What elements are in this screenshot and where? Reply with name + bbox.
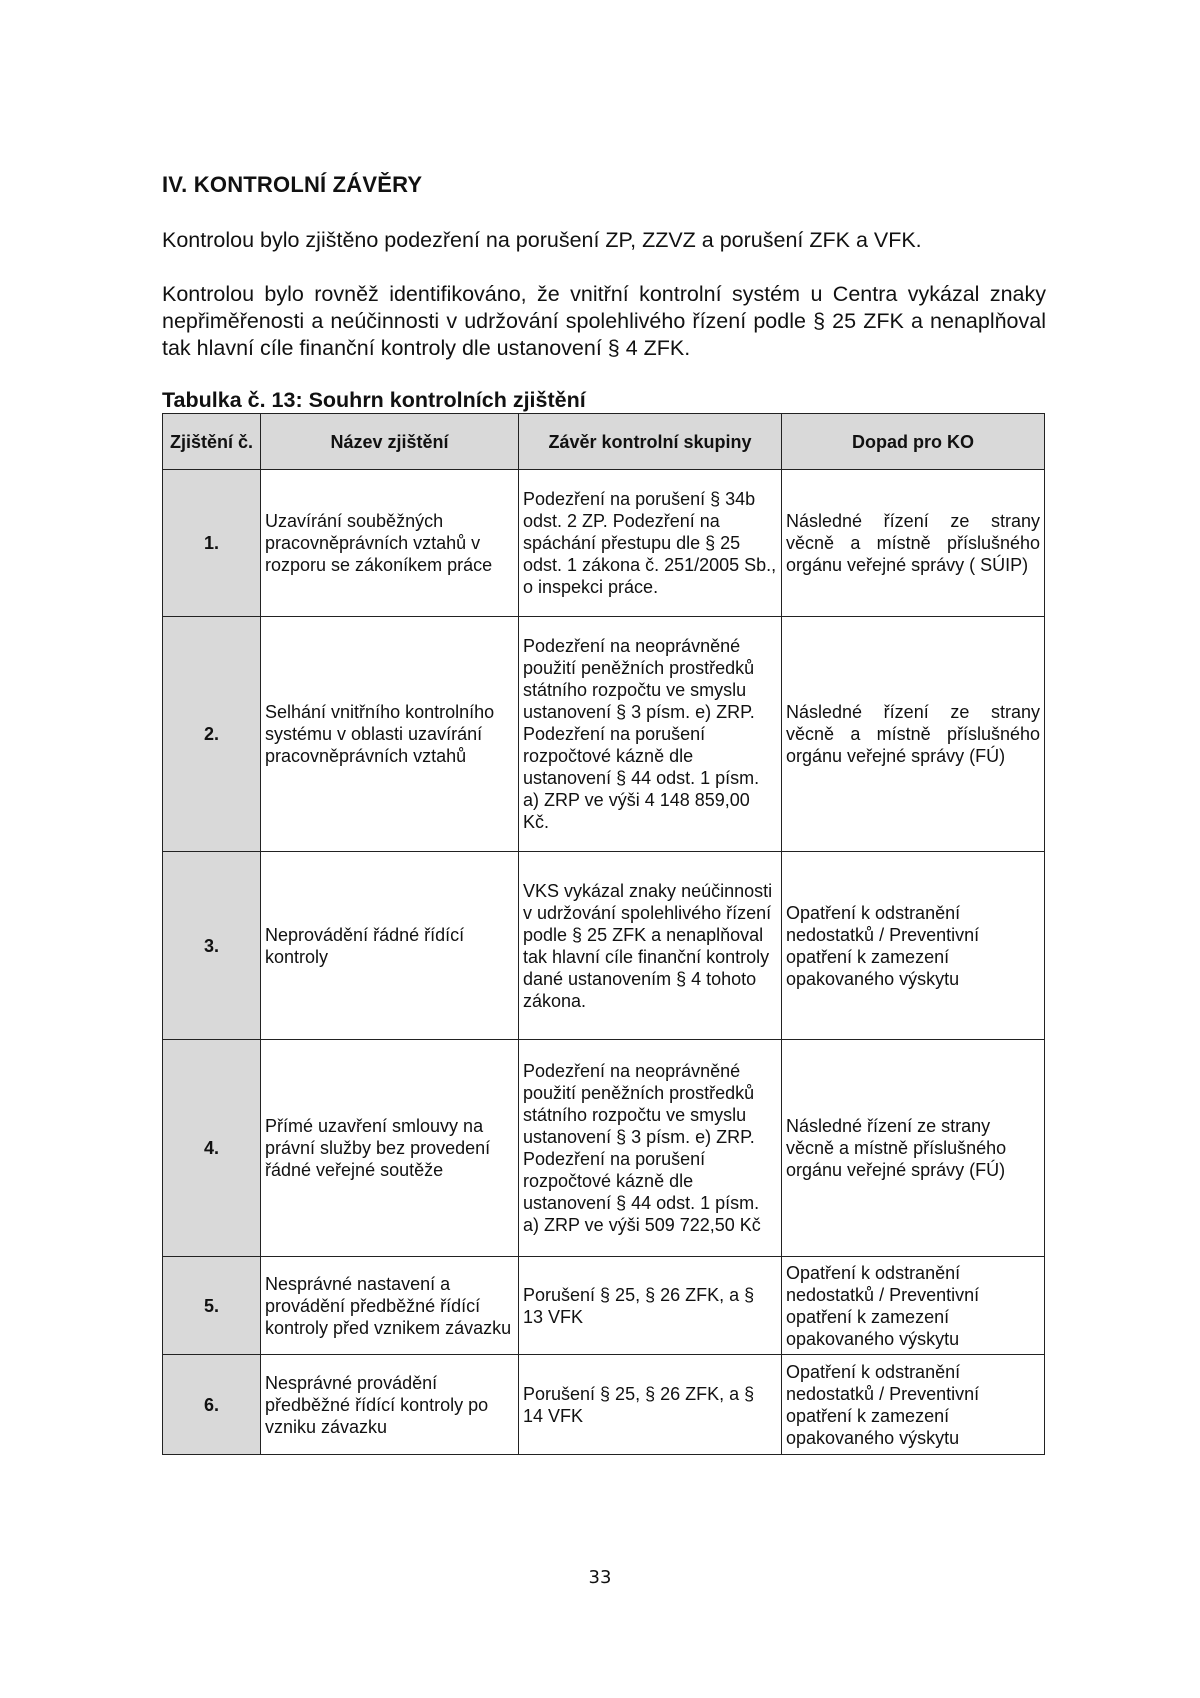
finding-name: Uzavírání souběžných pracovněprávních vztahů v rozporu se zákoníkem práce xyxy=(261,470,519,617)
table-caption: Tabulka č. 13: Souhrn kontrolních zjištění xyxy=(162,388,586,412)
header-finding-number: Zjištění č. xyxy=(163,414,261,470)
header-impact: Dopad pro KO xyxy=(782,414,1045,470)
findings-table xyxy=(162,413,1045,1455)
paragraph-2: Kontrolou bylo rovněž identifikováno, že vnitřní kontrolní systém u Centra vykázal znaky nepřiměřenosti a neúčinnosti v udržování spolehlivého řízení podle § 25 ZFK a nenaplňoval tak hlavní cíle finanční kontroly dle ustanovení § 4 ZFK. xyxy=(162,282,1046,360)
header-finding-name: Název zjištění xyxy=(261,414,519,470)
table-row xyxy=(163,1355,1045,1455)
finding-impact: Následné řízení ze strany věcně a místně příslušného orgánu veřejné správy (FÚ) xyxy=(782,1040,1045,1257)
finding-name: Nesprávné provádění předběžné řídící kontroly po vzniku závazku xyxy=(261,1355,519,1455)
finding-number: 6. xyxy=(163,1355,261,1455)
finding-number: 3. xyxy=(163,852,261,1040)
header-group-conclusion: Závěr kontrolní skupiny xyxy=(519,414,782,470)
table-row xyxy=(163,852,1045,1040)
finding-impact: Opatření k odstranění nedostatků / Preventivní opatření k zamezení opakovaného výskytu xyxy=(782,852,1045,1040)
finding-name: Nesprávné nastavení a provádění předběžné řídící kontroly před vznikem závazku xyxy=(261,1257,519,1355)
finding-impact: Následné řízení ze strany věcně a místně příslušného orgánu veřejné správy (FÚ) xyxy=(782,617,1045,852)
section-title: IV. KONTROLNÍ ZÁVĚRY xyxy=(162,172,423,197)
finding-impact: Opatření k odstranění nedostatků / Preventivní opatření k zamezení opakovaného výskytu xyxy=(782,1257,1045,1355)
finding-name: Neprovádění řádné řídící kontroly xyxy=(261,852,519,1040)
table-header-row xyxy=(163,414,1045,470)
finding-number: 2. xyxy=(163,617,261,852)
finding-conclusion: Podezření na porušení § 34b odst. 2 ZP. Podezření na spáchání přestupu dle § 25 odst. 1 zákona č. 251/2005 Sb., o inspekci práce. xyxy=(519,470,782,617)
finding-conclusion: Podezření na neoprávněné použití peněžních prostředků státního rozpočtu ve smyslu ustanovení § 3 písm. e) ZRP. Podezření na porušení rozpočtové kázně dle ustanovení § 44 odst. 1 písm. a) ZRP ve výši 4 148 859,00 Kč. xyxy=(519,617,782,852)
finding-impact: Opatření k odstranění nedostatků / Preventivní opatření k zamezení opakovaného výskytu xyxy=(782,1355,1045,1455)
finding-conclusion: Porušení § 25, § 26 ZFK, a § 13 VFK xyxy=(519,1257,782,1355)
finding-name: Selhání vnitřního kontrolního systému v oblasti uzavírání pracovněprávních vztahů xyxy=(261,617,519,852)
table-row xyxy=(163,470,1045,617)
finding-name: Přímé uzavření smlouvy na právní služby bez provedení řádné veřejné soutěže xyxy=(261,1040,519,1257)
finding-number: 4. xyxy=(163,1040,261,1257)
finding-number: 5. xyxy=(163,1257,261,1355)
finding-conclusion: Porušení § 25, § 26 ZFK, a § 14 VFK xyxy=(519,1355,782,1455)
finding-conclusion: VKS vykázal znaky neúčinnosti v udržování spolehlivého řízení podle § 25 ZFK a nenaplňoval tak hlavní cíle finanční kontroly dané ustanovením § 4 tohoto zákona. xyxy=(519,852,782,1040)
page-number: 33 xyxy=(588,1567,612,1588)
table-row xyxy=(163,1257,1045,1355)
finding-number: 1. xyxy=(163,470,261,617)
paragraph-1: Kontrolou bylo zjištěno podezření na porušení ZP, ZZVZ a porušení ZFK a VFK. xyxy=(162,228,922,252)
table-row xyxy=(163,617,1045,852)
table-row xyxy=(163,1040,1045,1257)
finding-impact: Následné řízení ze strany věcně a místně příslušného orgánu veřejné správy ( SÚIP) xyxy=(782,470,1045,617)
finding-conclusion: Podezření na neoprávněné použití peněžních prostředků státního rozpočtu ve smyslu ustanovení § 3 písm. e) ZRP. Podezření na porušení rozpočtové kázně dle ustanovení § 44 odst. 1 písm. a) ZRP ve výši 509 722,50 Kč xyxy=(519,1040,782,1257)
